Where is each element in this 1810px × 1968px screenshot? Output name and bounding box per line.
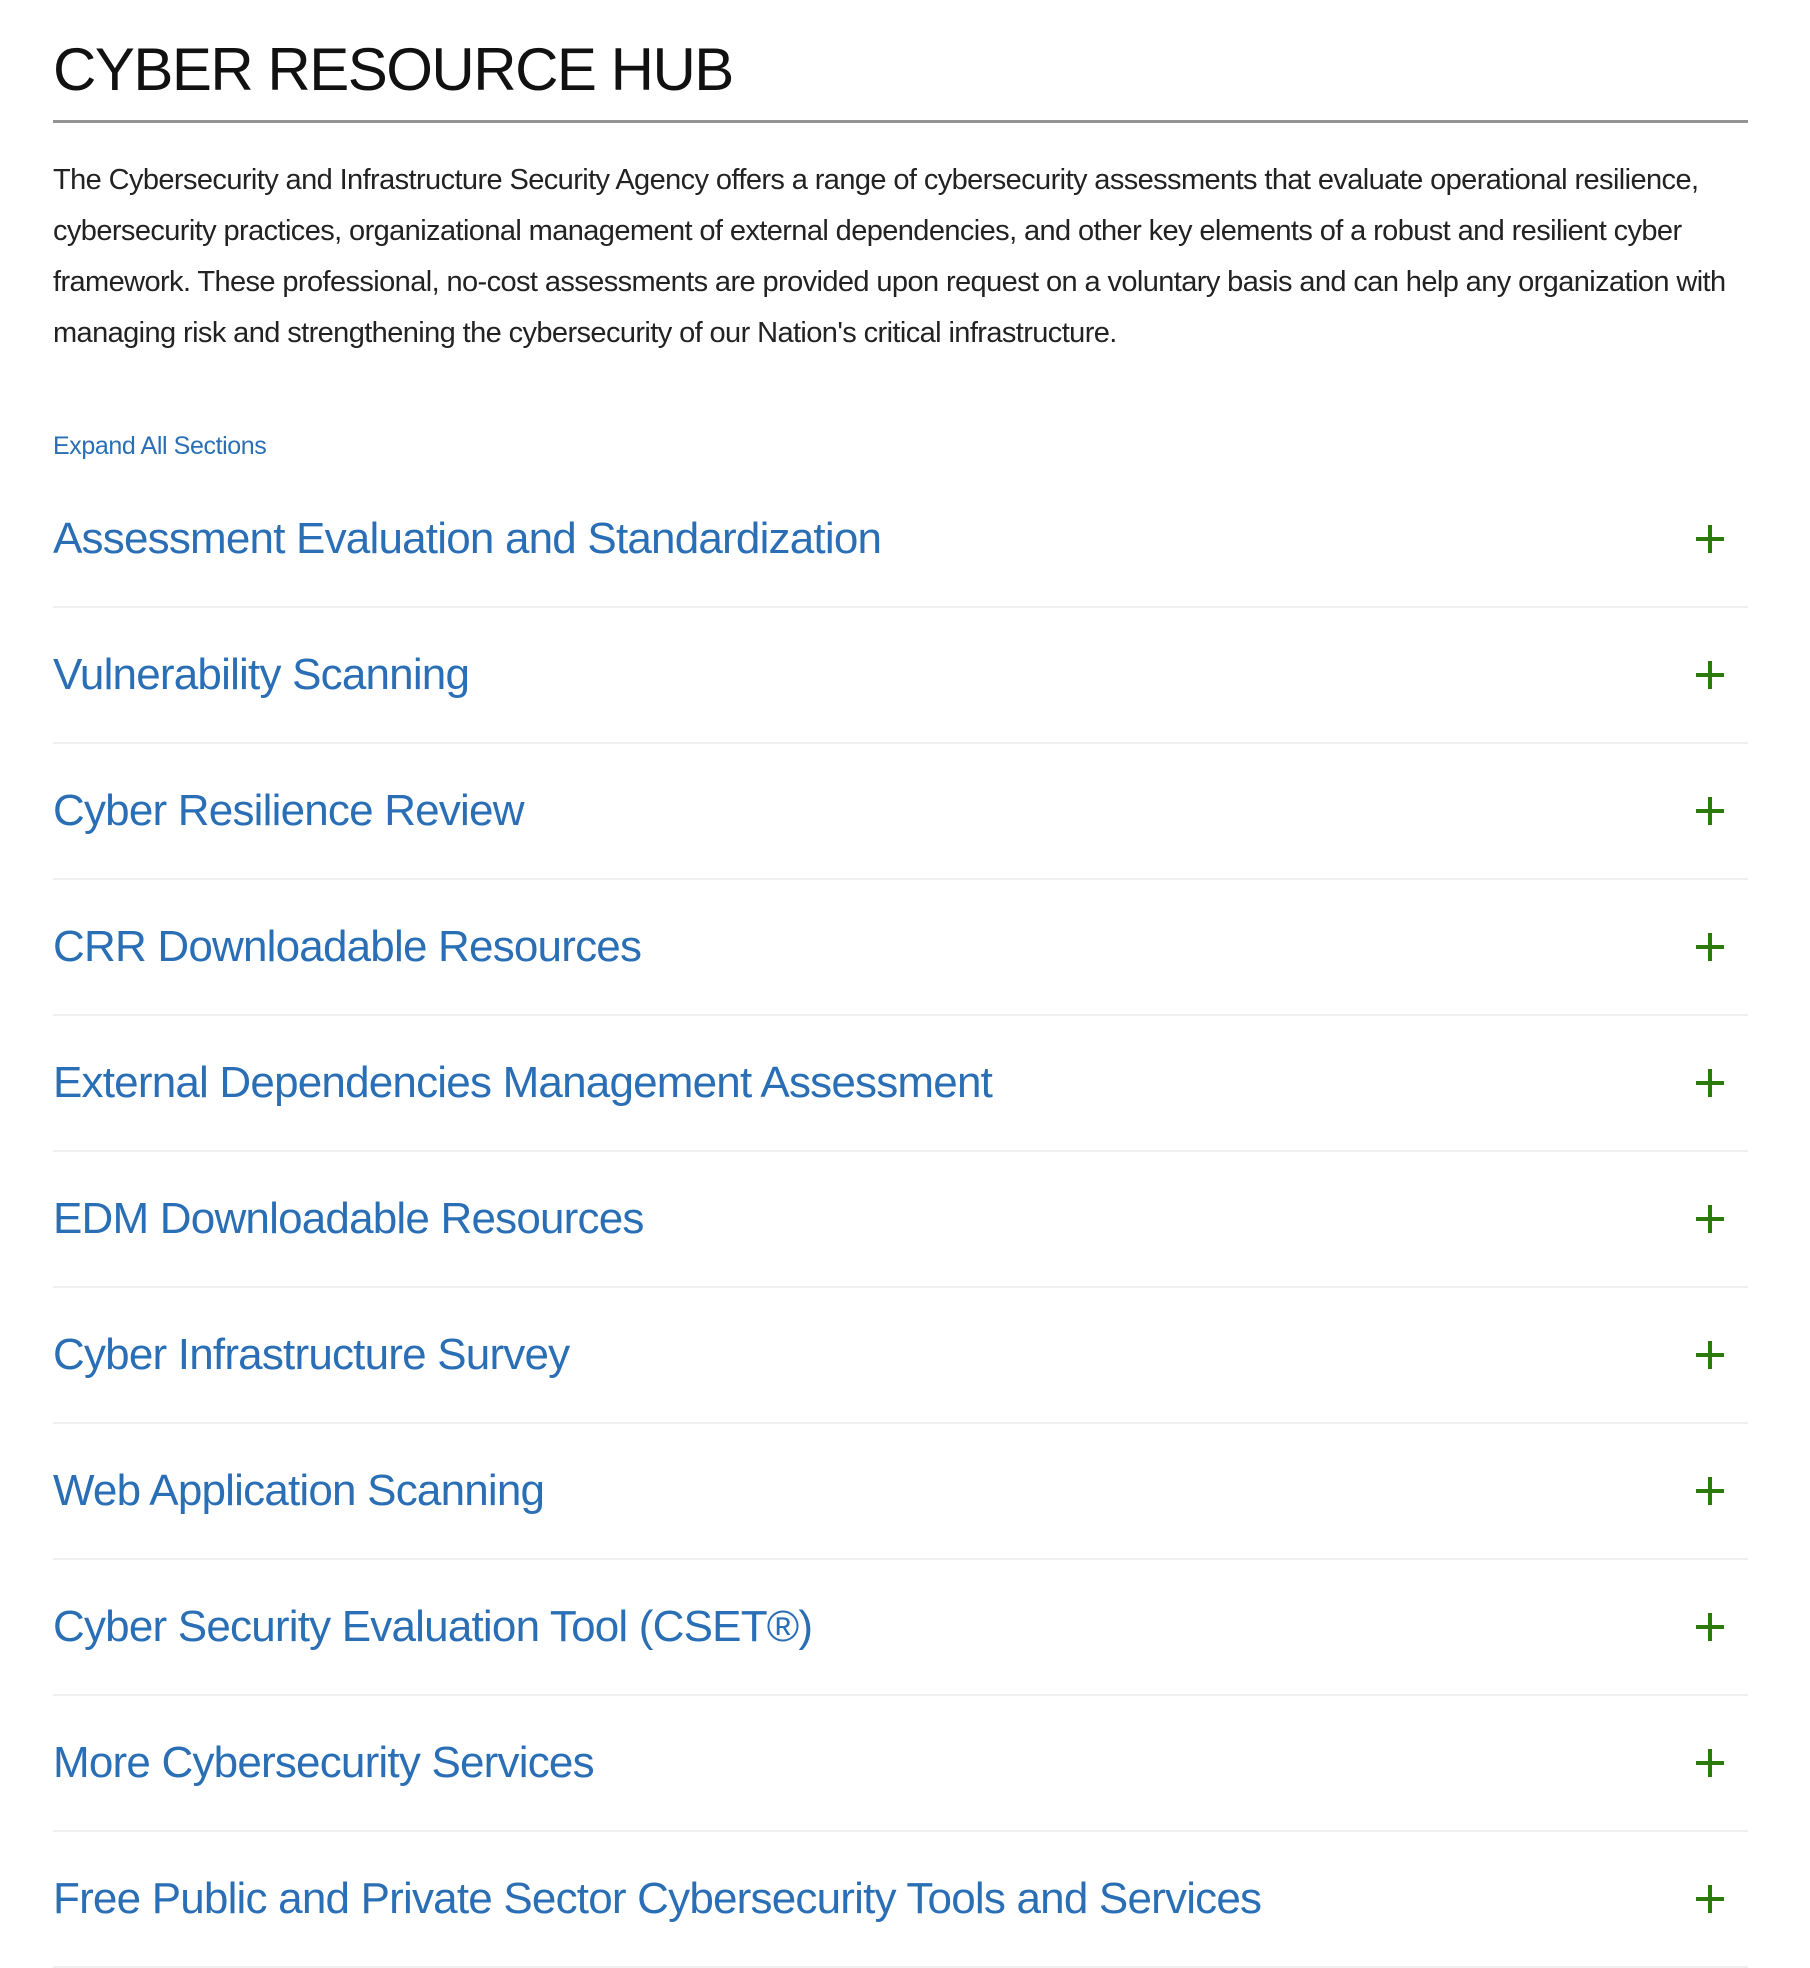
plus-icon[interactable] bbox=[1696, 797, 1724, 825]
accordion-section[interactable] bbox=[53, 880, 1748, 1016]
accordion-section[interactable] bbox=[53, 472, 1748, 608]
accordion-section-title[interactable]: Free Public and Private Sector Cybersecurity Tools and Services bbox=[53, 1874, 1262, 1923]
accordion-section-title[interactable]: Cyber Resilience Review bbox=[53, 786, 524, 835]
plus-icon[interactable] bbox=[1696, 1205, 1724, 1233]
accordion-section-title[interactable]: Web Application Scanning bbox=[53, 1466, 545, 1515]
expand-all-link[interactable]: Expand All Sections bbox=[53, 432, 267, 460]
accordion-section-title[interactable]: EDM Downloadable Resources bbox=[53, 1194, 644, 1243]
accordion-section[interactable] bbox=[53, 1152, 1748, 1288]
plus-icon[interactable] bbox=[1696, 1613, 1724, 1641]
page-title: CYBER RESOURCE HUB bbox=[53, 36, 733, 103]
accordion-section[interactable] bbox=[53, 744, 1748, 880]
plus-icon[interactable] bbox=[1696, 1749, 1724, 1777]
accordion-section-title[interactable]: External Dependencies Management Assessment bbox=[53, 1058, 993, 1107]
plus-icon[interactable] bbox=[1696, 1069, 1724, 1097]
accordion-section[interactable] bbox=[53, 1832, 1748, 1968]
accordion-section[interactable] bbox=[53, 1016, 1748, 1152]
intro-paragraph: The Cybersecurity and Infrastructure Security Agency offers a range of cybersecurity assessments that evaluate operational resilience, cybersecurity practices, organizational management of external dependencies, and other key elements of a robust and resilient cyber framework. These professional, no-cost assessments are provided upon request on a voluntary basis and can help any organization with managing risk and strengthening the cybersecurity of our Nation's critical infrastructure. bbox=[53, 164, 1726, 349]
plus-icon[interactable] bbox=[1696, 1477, 1724, 1505]
title-divider bbox=[53, 120, 1748, 123]
accordion-section[interactable] bbox=[53, 608, 1748, 744]
accordion-section-title[interactable]: Cyber Security Evaluation Tool (CSET®) bbox=[53, 1602, 813, 1651]
accordion-section[interactable] bbox=[53, 1288, 1748, 1424]
plus-icon[interactable] bbox=[1696, 525, 1724, 553]
plus-icon[interactable] bbox=[1696, 933, 1724, 961]
accordion-list bbox=[53, 472, 1748, 1968]
accordion-section-title[interactable]: Cyber Infrastructure Survey bbox=[53, 1330, 570, 1379]
accordion-section-title[interactable]: More Cybersecurity Services bbox=[53, 1738, 594, 1787]
accordion-section[interactable] bbox=[53, 1560, 1748, 1696]
accordion-section[interactable] bbox=[53, 1696, 1748, 1832]
plus-icon[interactable] bbox=[1696, 1341, 1724, 1369]
accordion-section-title[interactable]: Vulnerability Scanning bbox=[53, 650, 470, 699]
plus-icon[interactable] bbox=[1696, 1885, 1724, 1913]
accordion-section-title[interactable]: CRR Downloadable Resources bbox=[53, 922, 642, 971]
plus-icon[interactable] bbox=[1696, 661, 1724, 689]
accordion-section[interactable] bbox=[53, 1424, 1748, 1560]
accordion-section-title[interactable]: Assessment Evaluation and Standardization bbox=[53, 514, 882, 563]
